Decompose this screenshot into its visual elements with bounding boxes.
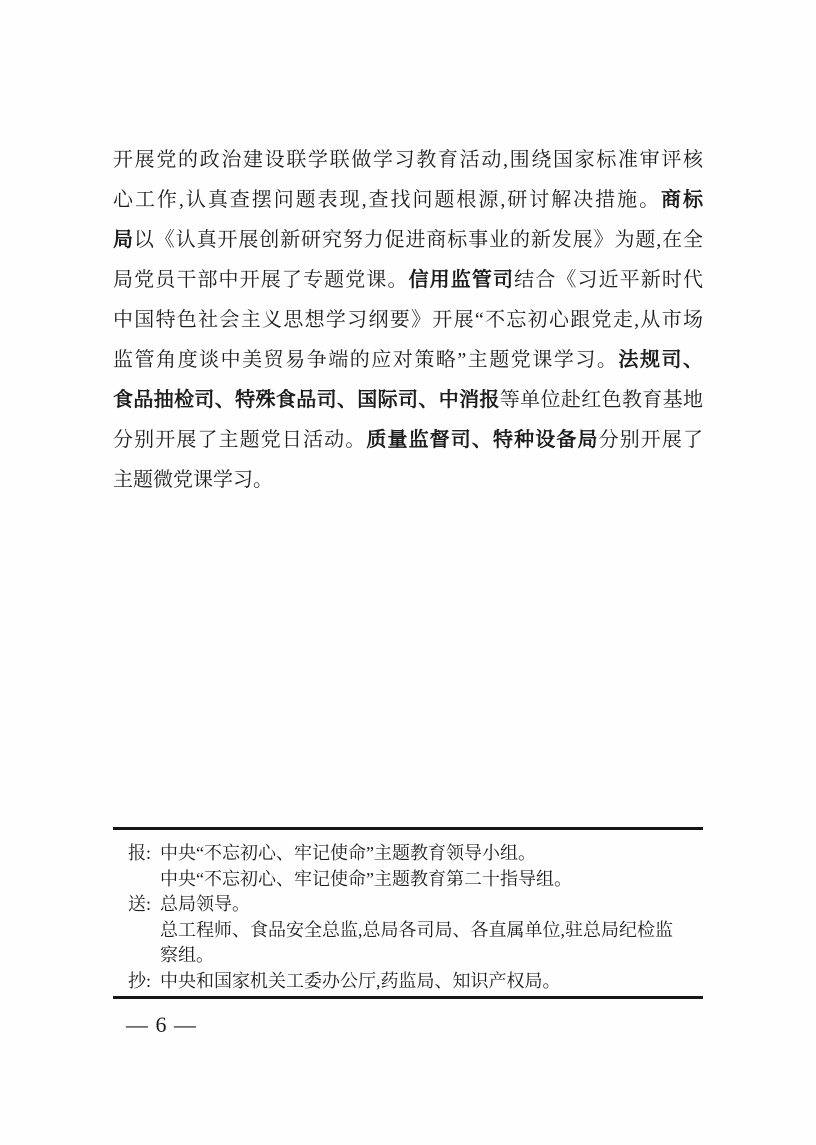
- footer-text: 总工程师、食品安全总监,总局各司局、各直属单位,驻总局纪检监: [160, 919, 673, 940]
- footer-text: 中央和国家机关工委办公厅,药监局、知识产权局。: [160, 970, 561, 991]
- body-text-segment: 心工作,认真查摆问题表现,查找问题根源,研讨解决措施。: [113, 189, 662, 211]
- footer-label: 抄:: [128, 970, 152, 991]
- footer-line: [128, 841, 703, 867]
- footer-label: [128, 918, 160, 944]
- footer-line: [128, 867, 703, 893]
- footer-text: 总局领导。: [160, 894, 250, 914]
- footer-text: 察组。: [160, 945, 214, 965]
- body-text-segment: 以《认真开展创新研究努力促进商标事业的新发展》为题,在全: [133, 229, 704, 251]
- body-line: [113, 300, 703, 340]
- body-line: [113, 220, 703, 260]
- footer-label: 送:: [128, 894, 152, 914]
- footer-bottom-rule: [113, 996, 703, 999]
- footer-line: [128, 943, 703, 969]
- footer-text: 中央“不忘初心、牢记使命”主题教育第二十指导组。: [160, 868, 572, 889]
- body-text-segment: 主题微党课学习。: [113, 469, 273, 491]
- department-name-bold: 商标: [661, 189, 704, 211]
- department-name-bold: 局: [113, 229, 134, 251]
- body-text-segment: 分别开展了: [598, 429, 704, 451]
- body-text-segment: 等单位赴红色教育基地: [499, 389, 704, 411]
- body-line: [113, 380, 703, 420]
- body-text-segment: 开展党的政治建设联学联做学习教育活动,围绕国家标准审评核: [113, 149, 703, 171]
- body-line: [113, 260, 703, 300]
- body-text-segment: 结合《习近平新时代: [514, 269, 704, 291]
- body-text-segment: 中国特色社会主义思想学习纲要》开展“不忘初心跟党走,从市场: [113, 309, 703, 331]
- body-text-segment: 局党员干部中开展了专题党课。: [113, 269, 409, 291]
- footer-line: [128, 892, 703, 918]
- footer-label: [128, 943, 160, 969]
- department-name-bold: 质量监督司、特种设备局: [366, 429, 599, 451]
- footer-label: 报:: [128, 843, 152, 863]
- body-line: [113, 180, 703, 220]
- footer-label: [128, 867, 160, 893]
- footer-line: [128, 969, 703, 995]
- footer-top-rule: [113, 827, 703, 830]
- department-name-bold: 信用监管司: [408, 269, 515, 291]
- body-line: [113, 140, 703, 180]
- footer-text: 中央“不忘初心、牢记使命”主题教育领导小组。: [160, 843, 536, 863]
- body-line: [113, 340, 703, 380]
- body-line: [113, 460, 703, 500]
- main-paragraph: [113, 140, 703, 500]
- department-name-bold: 食品抽检司、特殊食品司、国际司、中消报: [113, 389, 500, 411]
- distribution-footer: [128, 841, 703, 994]
- department-name-bold: 法规司、: [618, 349, 703, 371]
- page-number: — 6 —: [126, 1012, 197, 1037]
- body-text-segment: 分别开展了主题党日活动。: [113, 429, 367, 451]
- body-text-segment: 监管角度谈中美贸易争端的应对策略”主题党课学习。: [113, 349, 619, 371]
- footer-line: [128, 918, 703, 944]
- body-line: [113, 420, 703, 460]
